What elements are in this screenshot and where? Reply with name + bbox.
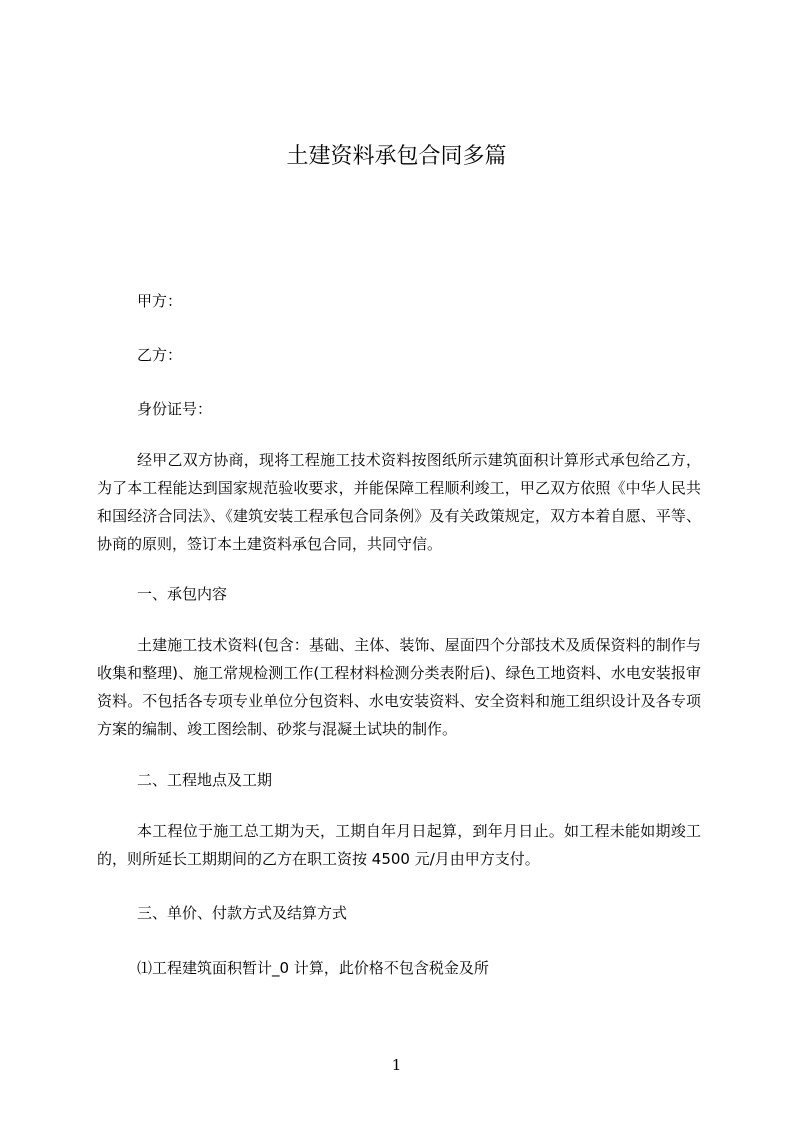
page-number: 1	[391, 1056, 402, 1074]
document-title: 土建资料承包合同多篇	[286, 144, 507, 169]
section-1-heading: 一、承包内容	[137, 585, 228, 603]
section-2-body: 本工程位于施工总工期为天，工期自年月日起算，到年月日止。如工程未能如期竣工的，则所延长工期期间的乙方在职工资按 4500 元/月由甲方支付。	[97, 822, 701, 868]
section-1-body: 土建施工技术资料(包含：基础、主体、装饰、屋面四个分部技术及质保资料的制作与收集和整理)、施工常规检测工作(工程材料检测分类表附后)、绿色工地资料、水电安装报审资料。不包括各专项专业单位分包资料、水电安装资料、安全资料和施工组织设计及各专项方案的编制、竣工图绘制、砂浆与混凝土试块的制作。	[97, 636, 701, 738]
intro-paragraph: 经甲乙双方协商，现将工程施工技术资料按图纸所示建筑面积计算形式承包给乙方，为了本工程能达到国家规范验收要求，并能保障工程顺利竣工，甲乙双方依照《中华人民共和国经济合同法》、《建筑安装工程承包合同条例》及有关政策规定，双方本着自愿、平等、协商的原则，签订本土建资料承包合同，共同守信。	[97, 451, 701, 553]
party-a-label: 甲方：	[137, 292, 183, 310]
section-2-heading: 二、工程地点及工期	[137, 771, 273, 789]
party-b-label: 乙方：	[137, 346, 183, 364]
section-3-item-1: ⑴工程建筑面积暂计_0 计算，此价格不包含税金及所	[137, 959, 489, 977]
section-3-heading: 三、单价、付款方式及结算方式	[137, 904, 348, 922]
id-number-label: 身份证号：	[137, 400, 213, 418]
